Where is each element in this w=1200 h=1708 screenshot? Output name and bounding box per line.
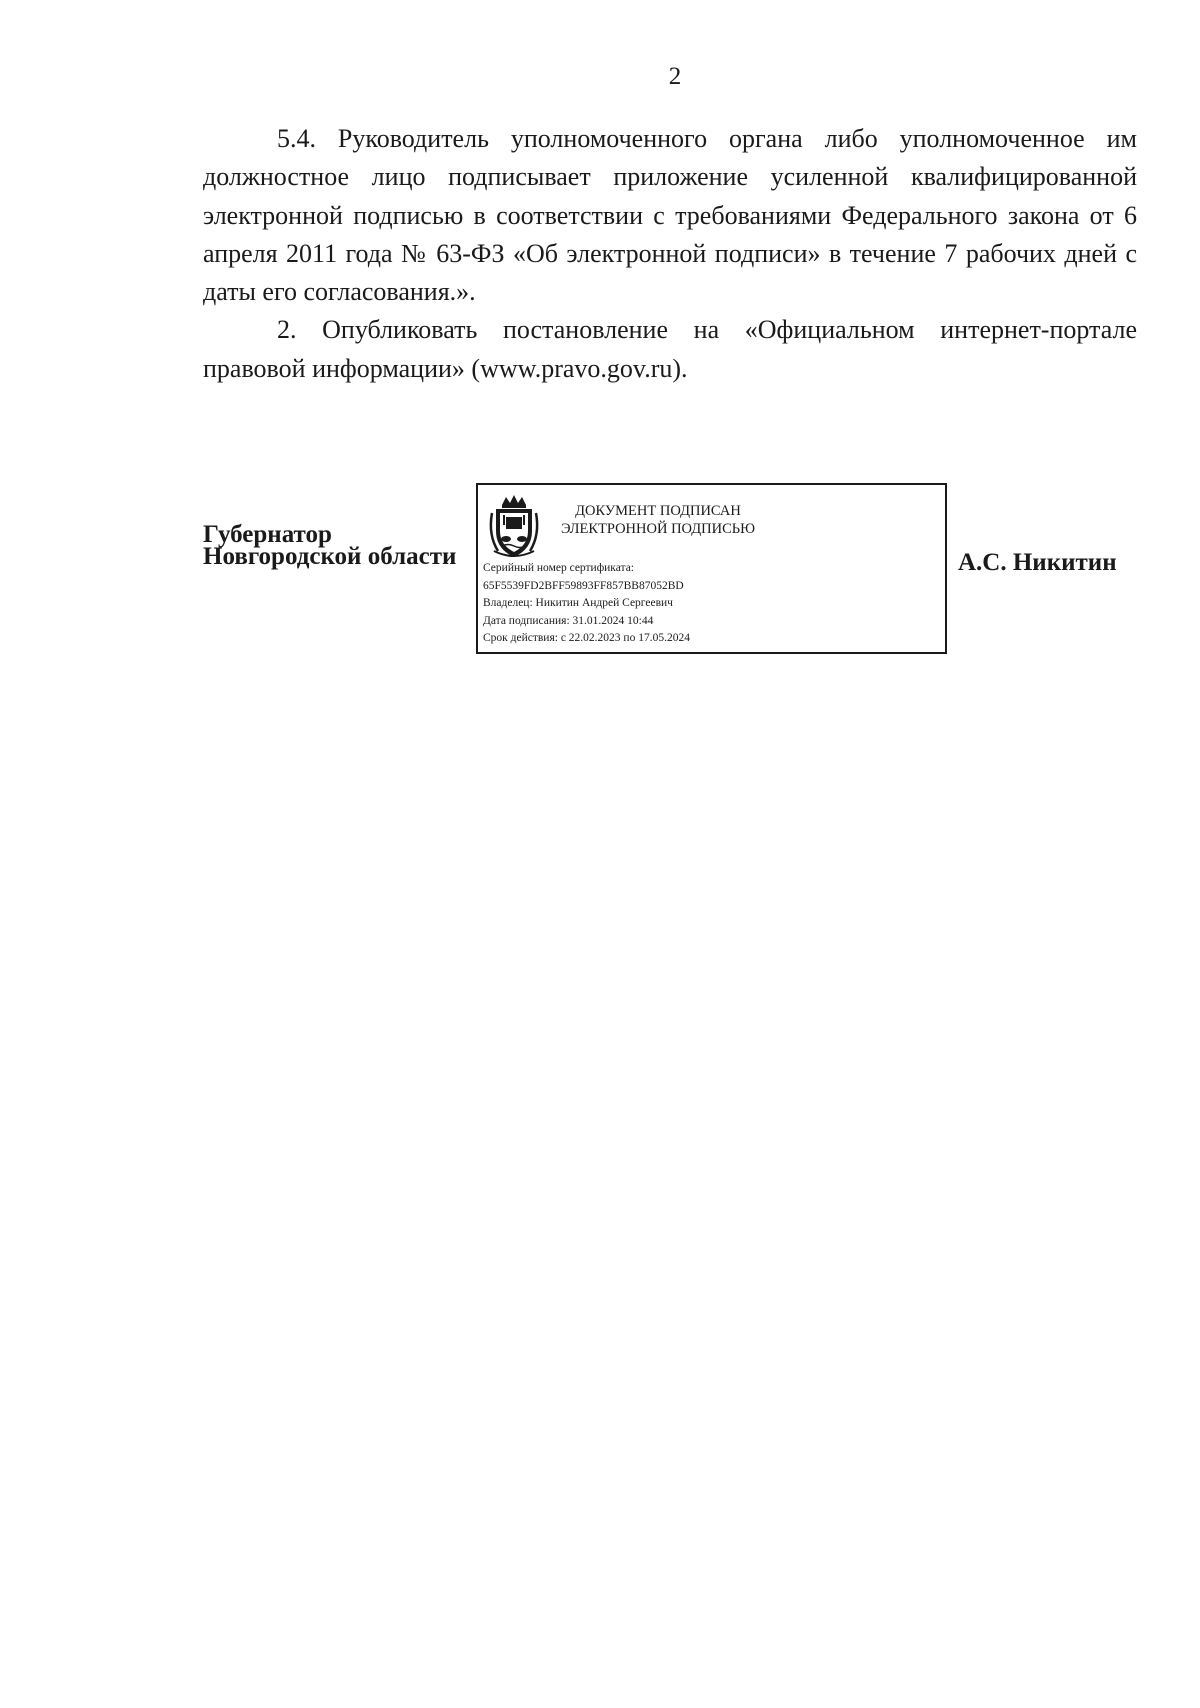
signer-title [203,521,457,570]
document-body [203,120,1137,388]
stamp-details [483,560,690,648]
stamp-heading-line-1: ДОКУМЕНТ ПОДПИСАН [575,503,741,519]
stamp-serial-label: Серийный номер сертификата: [483,562,634,574]
paragraph-2: 2. Опубликовать постановление на «Официальном интернет-портале правовой информации» (www.pravo.gov.ru). [203,315,1137,383]
signer-title-line-1: Губернатор [203,521,332,548]
signer-title-line-2: Новгородской области [203,543,457,570]
novgorod-coat-of-arms-icon [484,491,544,561]
stamp-signed-date: Дата подписания: 31.01.2024 10:44 [483,614,654,627]
stamp-serial-number: 65F5539FD2BFF59893FF857BB87052BD [483,579,684,592]
paragraph-5-4: 5.4. Руководитель уполномоченного органа либо уполномоченное им должностное лицо подписывает приложение усиленной квалифицированной электронной подписью в соответствии с требованиями Федерального закона от 6 апреля 2011 года № 63-ФЗ «Об электронной подписи» в течение 7 рабочих дней с даты его согласования.». [203,124,1137,307]
stamp-heading [558,502,758,538]
page-number: 2 [668,63,682,90]
stamp-heading-line-2: ЭЛЕКТРОННОЙ ПОДПИСЬЮ [560,521,756,537]
signer-name: А.С. Никитин [958,549,1117,576]
electronic-signature-stamp [476,483,947,654]
stamp-owner: Владелец: Никитин Андрей Сергеевич [483,597,673,609]
stamp-validity: Срок действия: с 22.02.2023 по 17.05.2024 [483,632,690,644]
